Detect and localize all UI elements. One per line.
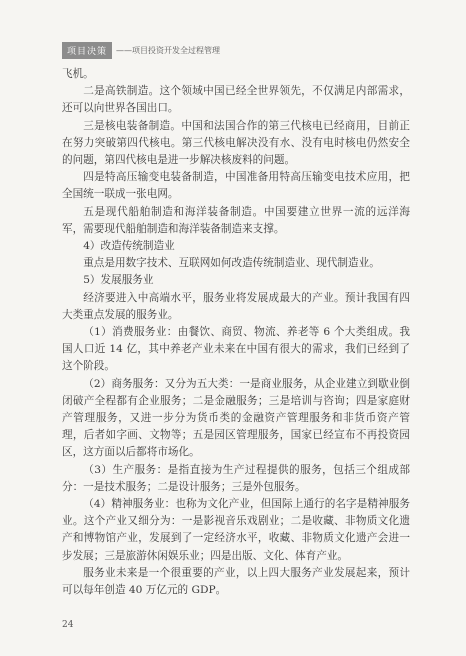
paragraph: 五是现代船舶制造和海洋装备制造。中国要建立世界一流的远洋海军，需要现代船舶制造和海洋装备制造来支撑。 bbox=[62, 205, 410, 235]
paragraph: （3）生产服务：是指直接为生产过程提供的服务，包括三个组成部分：一是技术服务；二是设计服务；三是外包服务。 bbox=[62, 463, 410, 493]
section-heading: 5）发展服务业 bbox=[83, 274, 154, 287]
paragraph: 经济要进入中高端水平，服务业将发展成最大的产业。预计我国有四大类重点发展的服务业。 bbox=[62, 291, 410, 321]
book-subtitle: ——项目投资开发全过程管理 bbox=[116, 46, 221, 55]
paragraph: 飞机。 bbox=[62, 68, 94, 80]
chapter-tag: 项目决策 bbox=[62, 42, 112, 59]
paragraph: 二是高铁制造。这个领域中国已经全世界领先，不仅满足内部需求，还可以向世界各国出口。 bbox=[62, 85, 410, 115]
paragraph: 三是核电装备制造。中国和法国合作的第三代核电已经商用，目前正在努力突破第四代核电。第三代核电解决没有水、没有电时核电仍然安全的问题，第四代核电是进一步解决核废料的问题。 bbox=[62, 119, 410, 167]
running-header bbox=[62, 42, 220, 59]
page-number: 24 bbox=[62, 620, 74, 630]
paragraph: （4）精神服务业：也称为文化产业，但国际上通行的名字是精神服务业。这个产业又细分为：一是影视音乐戏剧业；二是收藏、非物质文化遗产和博物馆产业，发展到了一定经济水平，收藏、非物质文化遗产会进一步发展；三是旅游休闲娱乐业；四是出版、文化、体育产业。 bbox=[62, 498, 410, 562]
paragraph: （2）商务服务：又分为五大类：一是商业服务，从企业建立到歇业倒闭破产全程都有企业服务；二是金融服务；三是培训与咨询；四是家庭财产管理服务，又进一步分为货币类的金融资产管理服务和非货币资产管理，后者如字画、文物等；五是园区管理服务，国家已经宣布不再投资园区，这方面以后都将市场化。 bbox=[62, 377, 410, 459]
paragraph: 四是特高压输变电装备制造，中国准备用特高压输变电技术应用，把全国统一联成一张电网。 bbox=[62, 171, 410, 201]
paragraph: 重点是用数字技术、互联网如何改造传统制造业、现代制造业。 bbox=[83, 257, 380, 270]
paragraph: （1）消费服务业：由餐饮、商贸、物流、养老等 6 个大类组成。我国人口近 14 亿，其中养老产业未来在中国有很大的需求，我们已经到了这个阶段。 bbox=[62, 326, 410, 373]
body-text bbox=[62, 66, 410, 599]
section-heading: 4）改造传统制造业 bbox=[83, 240, 175, 253]
paragraph: 服务业未来是一个很重要的产业，以上四大服务产业发展起来，预计可以每年创造 40 万亿元的 GDP。 bbox=[62, 566, 410, 597]
